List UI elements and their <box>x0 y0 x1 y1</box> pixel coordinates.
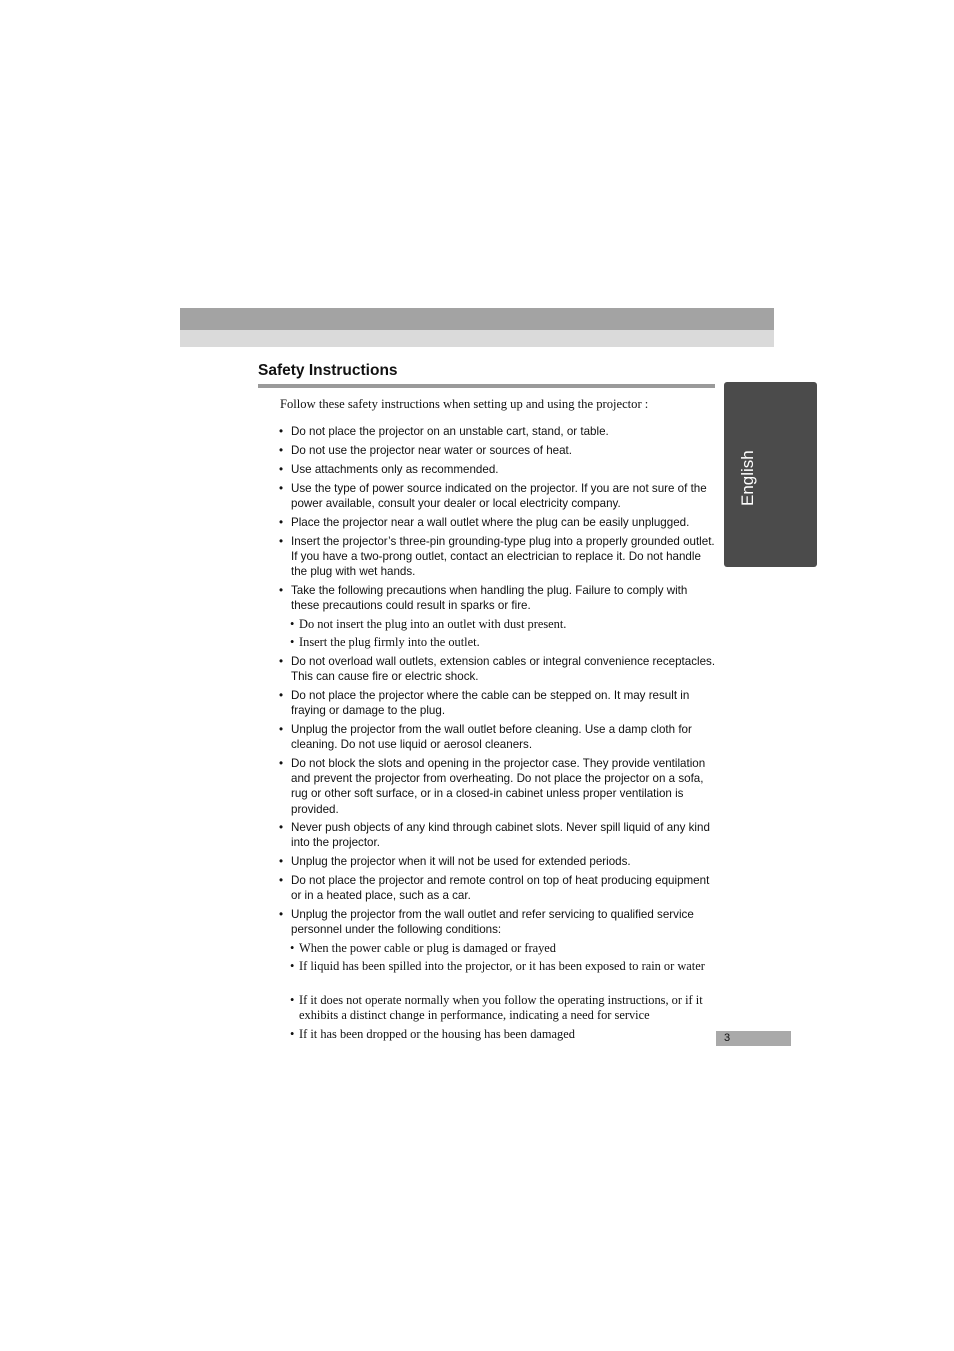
bullet-icon: • <box>279 723 284 736</box>
bullet-icon: • <box>279 855 284 868</box>
sub-list-item: • If it does not operate normally when you follow the operating instructions, or if it exhibits a distinct change in performance, indicating a need for service <box>290 993 703 1023</box>
list-item: • Do not block the slots and opening in the projector case. They provide ventilation and prevent the projector from overheating. Do not place the projector on a sofa, rug or other soft surface, or in a closed-in cabinet unless proper ventilation is provided. <box>279 757 706 816</box>
list-item: • Do not place the projector and remote control on top of heat producing equipment or in a heated place, such as a car. <box>279 874 710 903</box>
page-number: 3 <box>724 1032 731 1044</box>
header-band-light <box>180 330 774 347</box>
sub-list-item: • If liquid has been spilled into the projector, or it has been exposed to rain or water <box>290 959 705 973</box>
bullet-icon: • <box>279 821 284 834</box>
bullet-icon: • <box>279 535 284 548</box>
sub-list-item: • Do not insert the plug into an outlet with dust present. <box>290 617 567 631</box>
list-item: • Use attachments only as recommended. <box>279 463 499 476</box>
list-item: • Do not place the projector on an unstable cart, stand, or table. <box>279 425 609 438</box>
bullet-icon: • <box>290 635 295 649</box>
list-item: • Unplug the projector from the wall outlet before cleaning. Use a damp cloth for cleaning. Do not use liquid or aerosol cleaners. <box>279 723 692 752</box>
list-item: • Unplug the projector when it will not be used for extended periods. <box>279 855 631 868</box>
list-item: • Take the following precautions when handling the plug. Failure to comply with these precautions could result in sparks or fire. <box>279 584 688 613</box>
list-item: • Unplug the projector from the wall outlet and refer servicing to qualified service personnel under the following conditions: <box>279 908 694 937</box>
bullet-icon: • <box>279 444 284 457</box>
bullet-icon: • <box>290 941 295 955</box>
bullet-icon: • <box>290 993 295 1007</box>
bullet-icon: • <box>279 874 284 887</box>
bullet-icon: • <box>290 959 295 973</box>
bullet-icon: • <box>279 425 284 438</box>
bullet-icon: • <box>279 689 284 702</box>
list-item: • Do not use the projector near water or sources of heat. <box>279 444 572 457</box>
list-item: • Never push objects of any kind through cabinet slots. Never spill liquid of any kind into the projector. <box>279 821 710 850</box>
bullet-icon: • <box>279 908 284 921</box>
language-tab-label: English <box>738 450 757 506</box>
bullet-icon: • <box>279 463 284 476</box>
list-item: • Do not place the projector where the cable can be stepped on. It may result in fraying or damage to the plug. <box>279 689 690 718</box>
bullet-icon: • <box>279 757 284 770</box>
title-underline <box>258 384 715 388</box>
list-item: • Place the projector near a wall outlet where the plug can be easily unplugged. <box>279 516 690 529</box>
sub-list-item: • When the power cable or plug is damaged or frayed <box>290 941 557 955</box>
list-item: • Do not overload wall outlets, extension cables or integral convenience receptacles. This can cause fire or electric shock. <box>279 655 716 684</box>
bullet-icon: • <box>290 1027 295 1041</box>
bullet-icon: • <box>290 617 295 631</box>
bullet-icon: • <box>279 655 284 668</box>
header-band-dark <box>180 308 774 330</box>
bullet-icon: • <box>279 482 284 495</box>
list-item: • Use the type of power source indicated on the projector. If you are not sure of the power available, consult your dealer or local electricity company. <box>279 482 707 511</box>
intro-text: Follow these safety instructions when setting up and using the projector : <box>280 397 649 411</box>
sub-list-item: • Insert the plug firmly into the outlet. <box>290 635 480 649</box>
sub-list-item: • If it has been dropped or the housing has been damaged <box>290 1027 575 1041</box>
page-title: Safety Instructions <box>258 362 398 379</box>
bullet-icon: • <box>279 516 284 529</box>
bullet-icon: • <box>279 584 284 597</box>
list-item: • Insert the projector’s three-pin grounding-type plug into a properly grounded outlet. If you have a two-prong outlet, contact an electrician to replace it. Do not handle the plug with wet hands. <box>279 535 715 579</box>
